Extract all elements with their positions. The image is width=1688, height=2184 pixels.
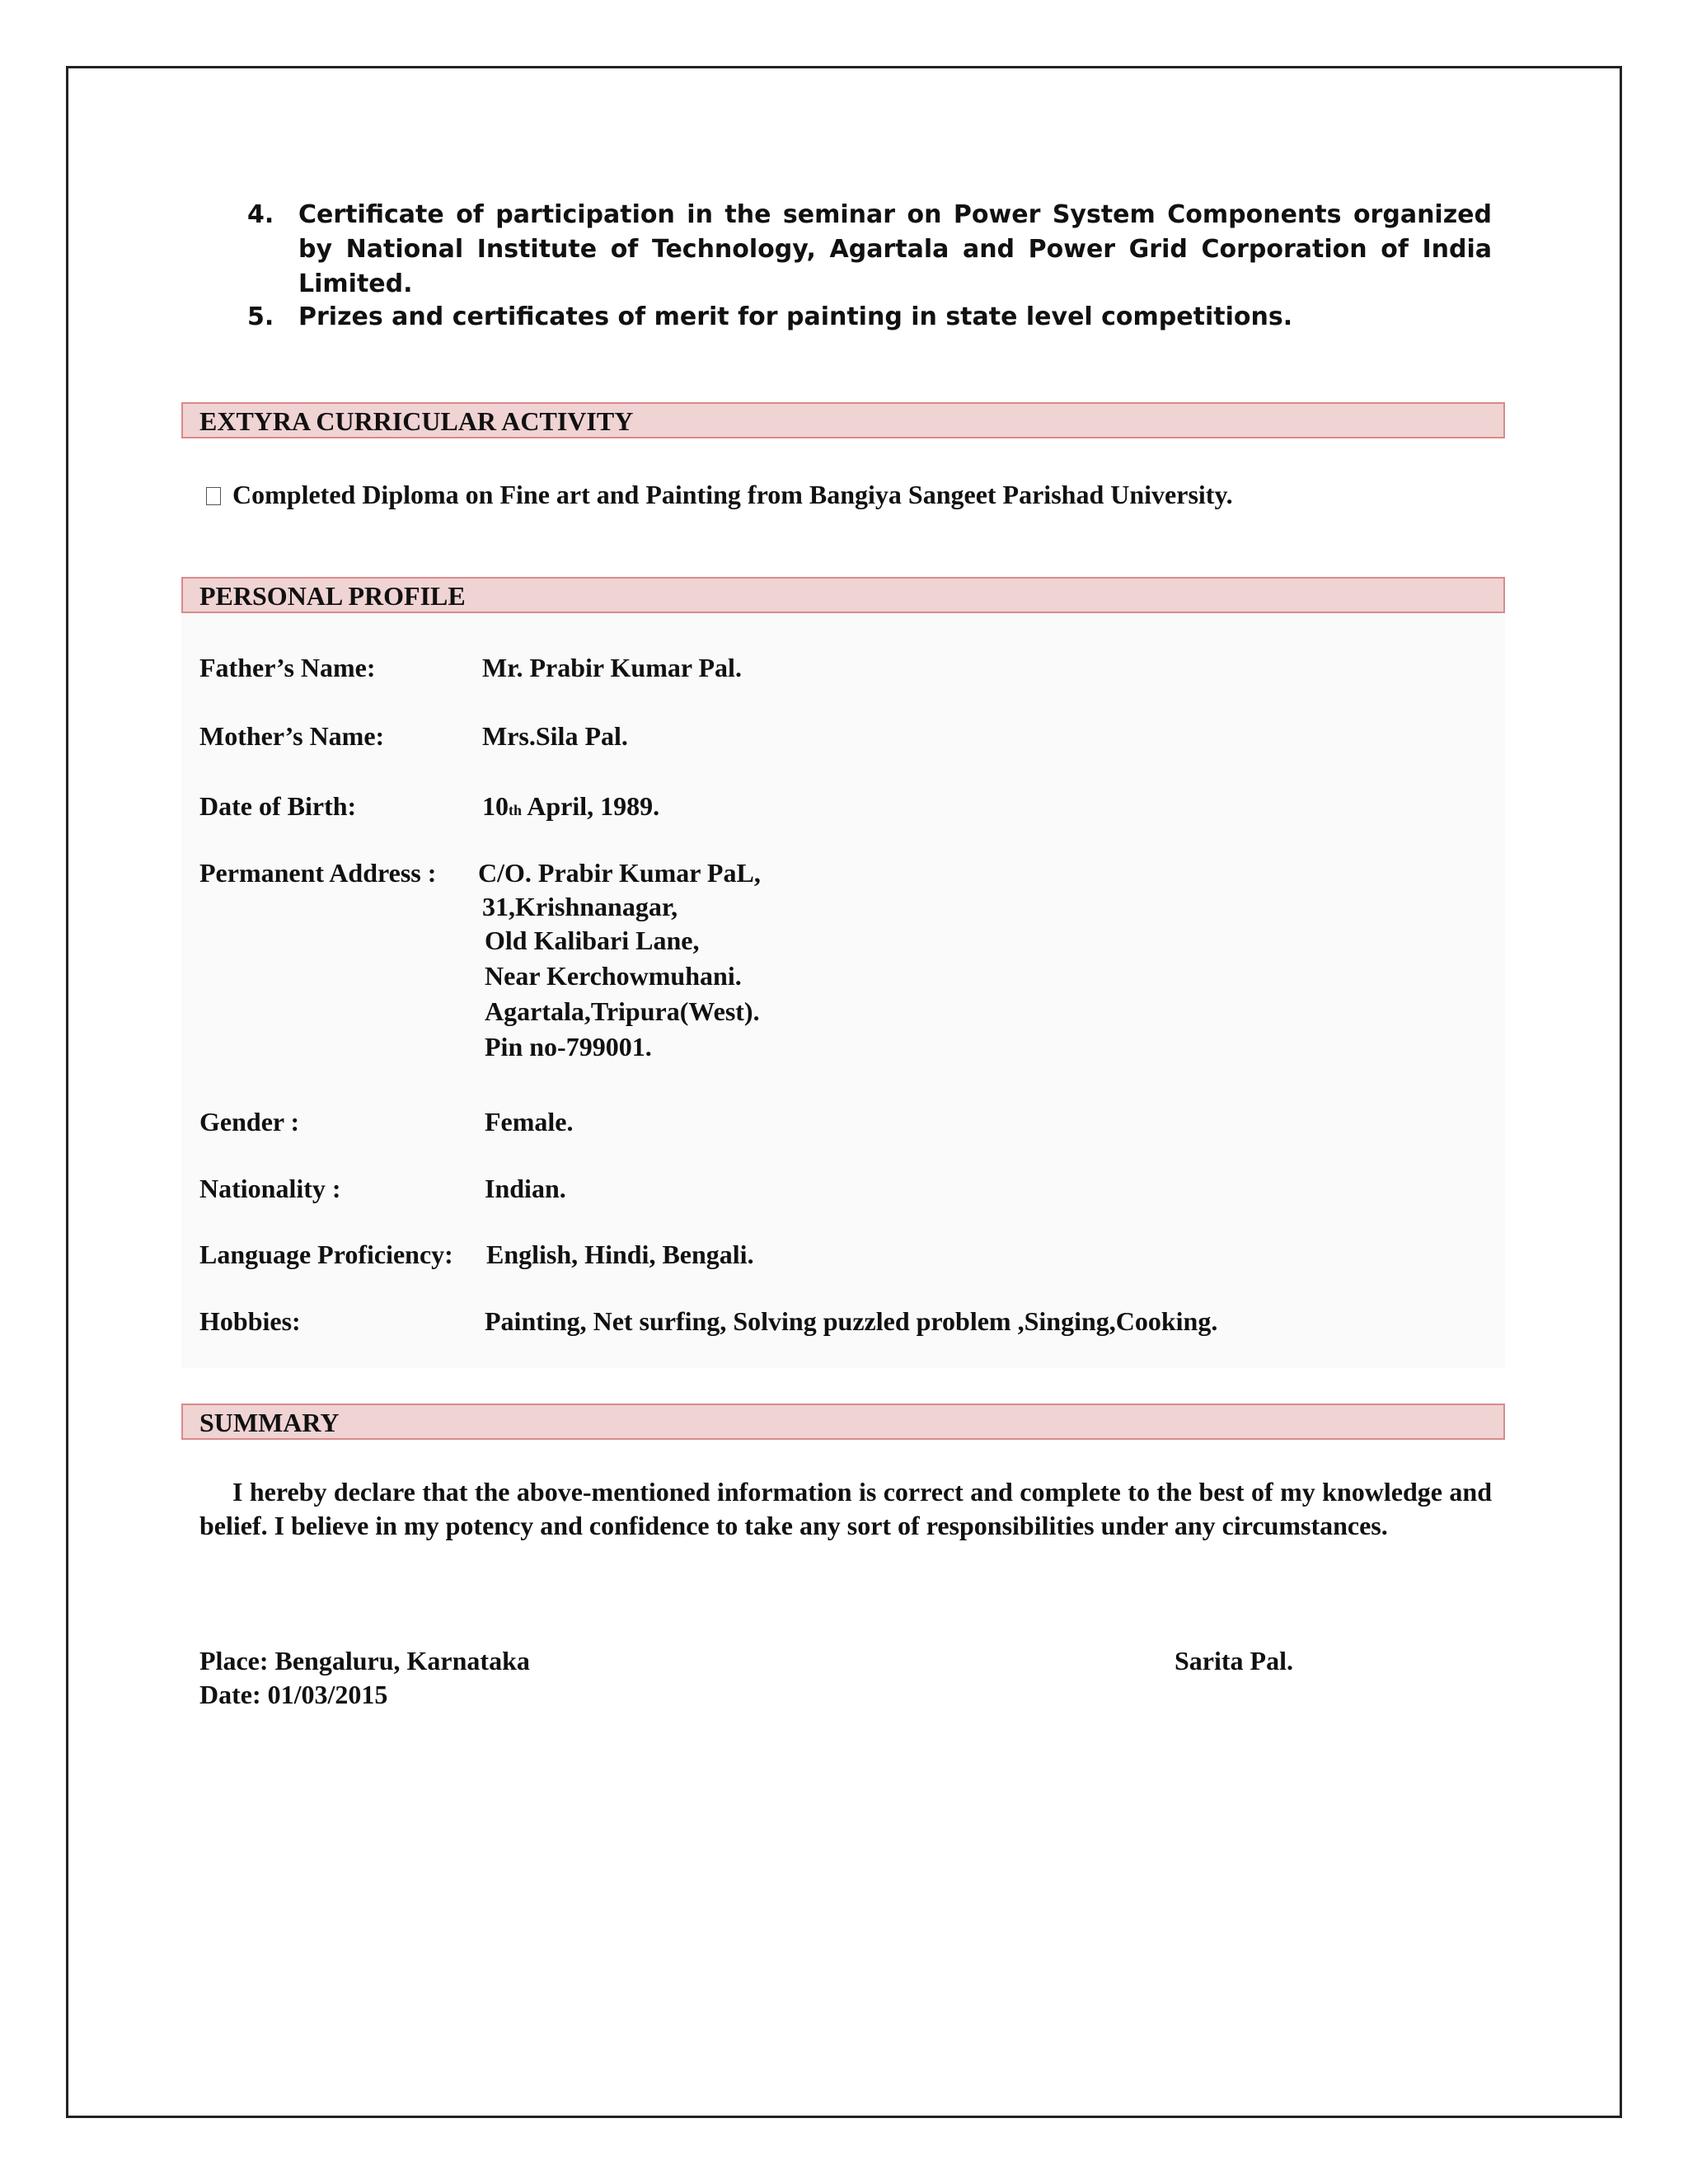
gender-value: Female. (485, 1107, 574, 1137)
dob-value (482, 790, 659, 827)
section-title: EXTYRA CURRICULAR ACTIVITY (199, 406, 634, 436)
item-text: Certificate of participation in the seminar on Power System Components organized by National Institute of Technology, Agartala and Power Grid Corporation of India Limited. (298, 200, 1492, 298)
nationality-value: Indian. (485, 1174, 566, 1203)
address-line-4: Near Kerchowmuhani. (485, 961, 742, 991)
nationality-label: Nationality : (199, 1174, 341, 1203)
mother-name-label: Mother’s Name: (199, 721, 385, 751)
section-header-extracurricular (181, 402, 1505, 438)
dob-rest: April, 1989. (527, 791, 660, 821)
bullet-icon (206, 487, 221, 505)
extracurricular-item (206, 478, 1233, 511)
section-title: PERSONAL PROFILE (199, 581, 466, 611)
dob-label: Date of Birth: (199, 791, 357, 821)
extracurricular-text: Completed Diploma on Fine art and Painting from Bangiya Sangeet Parishad University. (232, 480, 1233, 509)
signature-name: Sarita Pal. (1175, 1646, 1293, 1675)
language-value: English, Hindi, Bengali. (486, 1240, 754, 1269)
mother-name-value: Mrs.Sila Pal. (482, 721, 628, 751)
section-header-summary (181, 1404, 1505, 1440)
father-name-label: Father’s Name: (199, 653, 376, 682)
item-number: 5. (247, 302, 274, 331)
address-line-1: C/O. Prabir Kumar PaL, (478, 858, 761, 888)
gender-label: Gender : (199, 1107, 300, 1137)
dob-day: 10 (482, 791, 509, 821)
address-line-5: Agartala,Tripura(West). (485, 996, 760, 1026)
address-line-3: Old Kalibari Lane, (485, 926, 700, 955)
summary-text: I hereby declare that the above-mentioned information is correct and complete to the best of my knowledge and belief. I believe in my potency and confidence to take any sort of responsibilities under any circumstances. (199, 1477, 1492, 1540)
address-line-6: Pin no-799001. (485, 1032, 652, 1062)
father-name-value: Mr. Prabir Kumar Pal. (482, 653, 742, 682)
hobbies-value: Painting, Net surfing, Solving puzzled problem ,Singing,Cooking. (485, 1306, 1218, 1336)
hobbies-label: Hobbies: (199, 1306, 301, 1336)
section-header-personal-profile (181, 577, 1505, 613)
address-label: Permanent Address : (199, 858, 437, 888)
item-text: Prizes and certificates of merit for painting in state level competitions. (298, 302, 1293, 331)
date-text: Date: 01/03/2015 (199, 1680, 388, 1709)
address-line-2: 31,Krishnanagar, (482, 892, 678, 921)
section-title: SUMMARY (199, 1408, 340, 1437)
item-number: 4. (247, 200, 274, 229)
language-label: Language Proficiency: (199, 1240, 453, 1269)
place-text: Place: Bengaluru, Karnataka (199, 1646, 530, 1675)
dob-suffix: th (509, 802, 523, 818)
